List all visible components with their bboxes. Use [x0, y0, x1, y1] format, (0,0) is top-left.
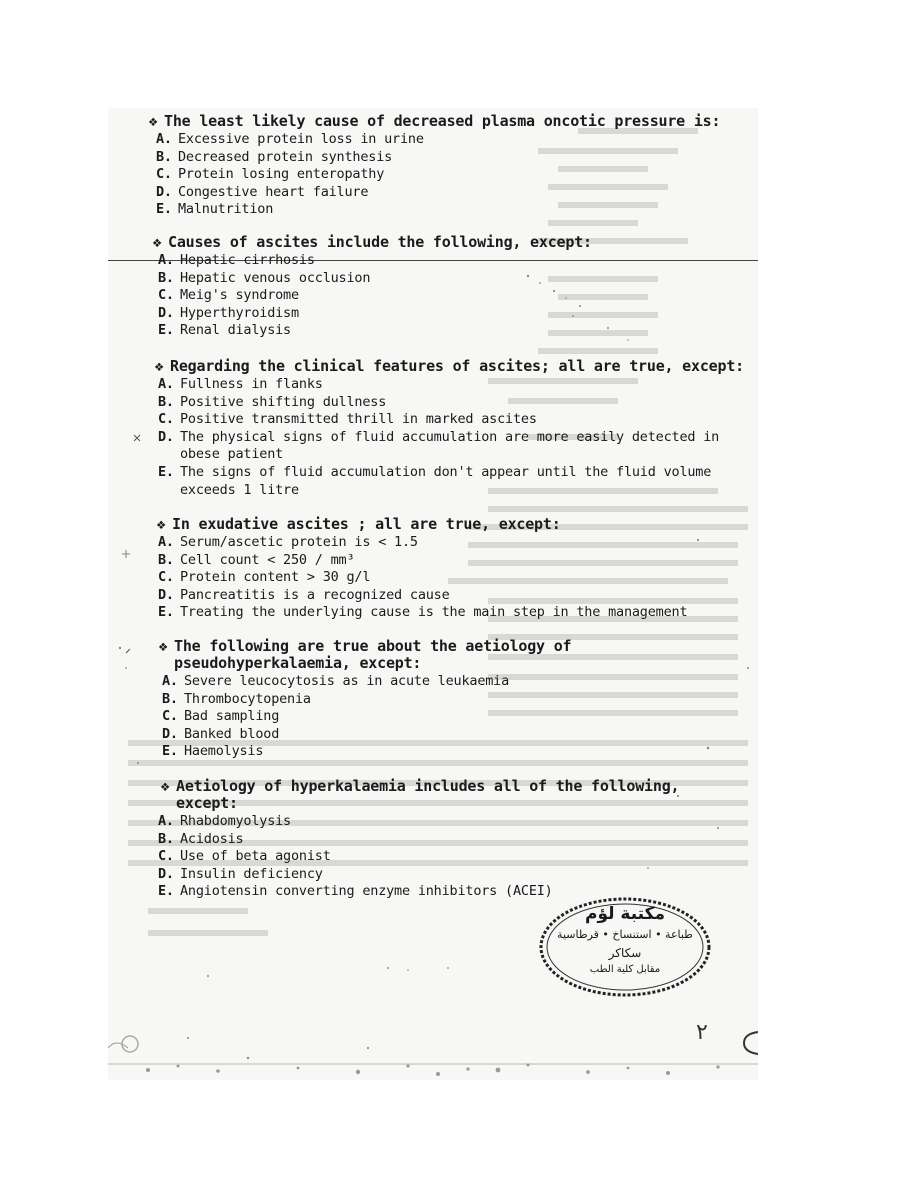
diamond-bullet-icon: ❖	[160, 777, 170, 795]
option-c: C. Bad sampling	[162, 708, 280, 725]
option-e: E. Angiotensin converting enzyme inhibitors (ACEI)	[158, 883, 553, 900]
question-1	[142, 113, 752, 219]
option-list	[142, 131, 752, 219]
option-list	[148, 376, 748, 499]
option-c: C. Meig's syndrome	[158, 287, 299, 304]
corner-circle-icon	[116, 1034, 144, 1054]
option-a: A. Excessive protein loss in urine	[156, 131, 424, 147]
option-a: A. Rhabdomyolysis	[158, 813, 291, 829]
stamp-owner: سكاكر	[608, 946, 642, 960]
option-e: E. Renal dialysis	[158, 322, 291, 339]
option-d: D. Congestive heart failure	[156, 183, 369, 200]
stamp-location: مقابل كلية الطب	[589, 964, 661, 975]
option-d: D. The physical signs of fluid accumulation are more easily detected in obese patient	[158, 428, 720, 463]
diamond-bullet-icon: ❖	[156, 515, 166, 533]
option-a: A. Hepatic cirrhosis	[158, 252, 315, 268]
option-b: B. Acidosis	[158, 830, 244, 847]
option-c: C. Protein losing enteropathy	[156, 166, 385, 183]
option-b: B. Decreased protein synthesis	[156, 148, 393, 165]
option-list	[150, 534, 750, 622]
diamond-bullet-icon: ❖	[154, 357, 164, 375]
diamond-bullet-icon: ❖	[158, 637, 168, 655]
option-d: D. Insulin deficiency	[158, 865, 323, 882]
option-d: D. Hyperthyroidism	[158, 304, 299, 321]
question-3	[148, 358, 748, 499]
question-6	[154, 778, 714, 901]
option-c: C. Positive transmitted thrill in marked ascites	[158, 411, 537, 428]
option-e: E. Treating the underlying cause is the main step in the management	[158, 604, 688, 621]
stamp-shop-name: مكتبة لؤم	[584, 904, 666, 924]
hole-punch-icon	[740, 1030, 758, 1056]
option-c: C. Protein content > 30 g/l	[158, 569, 371, 586]
option-e: E. Malnutrition	[156, 201, 274, 218]
question-stem: ❖ Regarding the clinical features of ascites; all are true, except:	[148, 358, 748, 375]
option-e: E. The signs of fluid accumulation don't appear until the fluid volume exceeds 1 litre	[158, 463, 712, 498]
question-5	[152, 638, 712, 761]
option-b: B. Thrombocytopenia	[162, 690, 311, 707]
option-b: B. Positive shifting dullness	[158, 393, 387, 410]
option-e: E. Haemolysis	[162, 743, 264, 760]
question-stem: ❖ Aetiology of hyperkalaemia includes all of the following, except:	[154, 778, 714, 812]
option-c: C. Use of beta agonist	[158, 848, 331, 865]
diamond-bullet-icon: ❖	[148, 112, 158, 130]
option-b: B. Cell count < 250 / mm³	[158, 551, 355, 568]
bookshop-stamp	[536, 894, 714, 1000]
option-a: A. Fullness in flanks	[158, 376, 323, 392]
diamond-bullet-icon: ❖	[152, 233, 162, 251]
scanned-page	[108, 108, 758, 1080]
question-stem: ❖ In exudative ascites ; all are true, except:	[150, 516, 750, 533]
page-number: ٢	[696, 1020, 708, 1045]
option-list	[146, 252, 756, 340]
question-stem: ❖ The following are true about the aetiology of pseudohyperkalaemia, except:	[152, 638, 712, 672]
stamp-services: طباعة • استنساخ • قرطاسية	[557, 928, 693, 941]
option-a: A. Serum/ascetic protein is < 1.5	[158, 534, 418, 550]
option-a: A. Severe leucocytosis as in acute leukaemia	[162, 673, 510, 689]
question-4	[150, 516, 750, 622]
question-2	[146, 234, 756, 340]
option-list	[154, 813, 714, 901]
option-b: B. Hepatic venous occlusion	[158, 269, 371, 286]
option-d: D. Banked blood	[162, 725, 280, 742]
question-stem: ❖ Causes of ascites include the following, except:	[146, 234, 756, 251]
option-d: D. Pancreatitis is a recognized cause	[158, 586, 450, 603]
question-stem: ❖ The least likely cause of decreased plasma oncotic pressure is:	[142, 113, 752, 130]
option-list	[152, 673, 712, 761]
